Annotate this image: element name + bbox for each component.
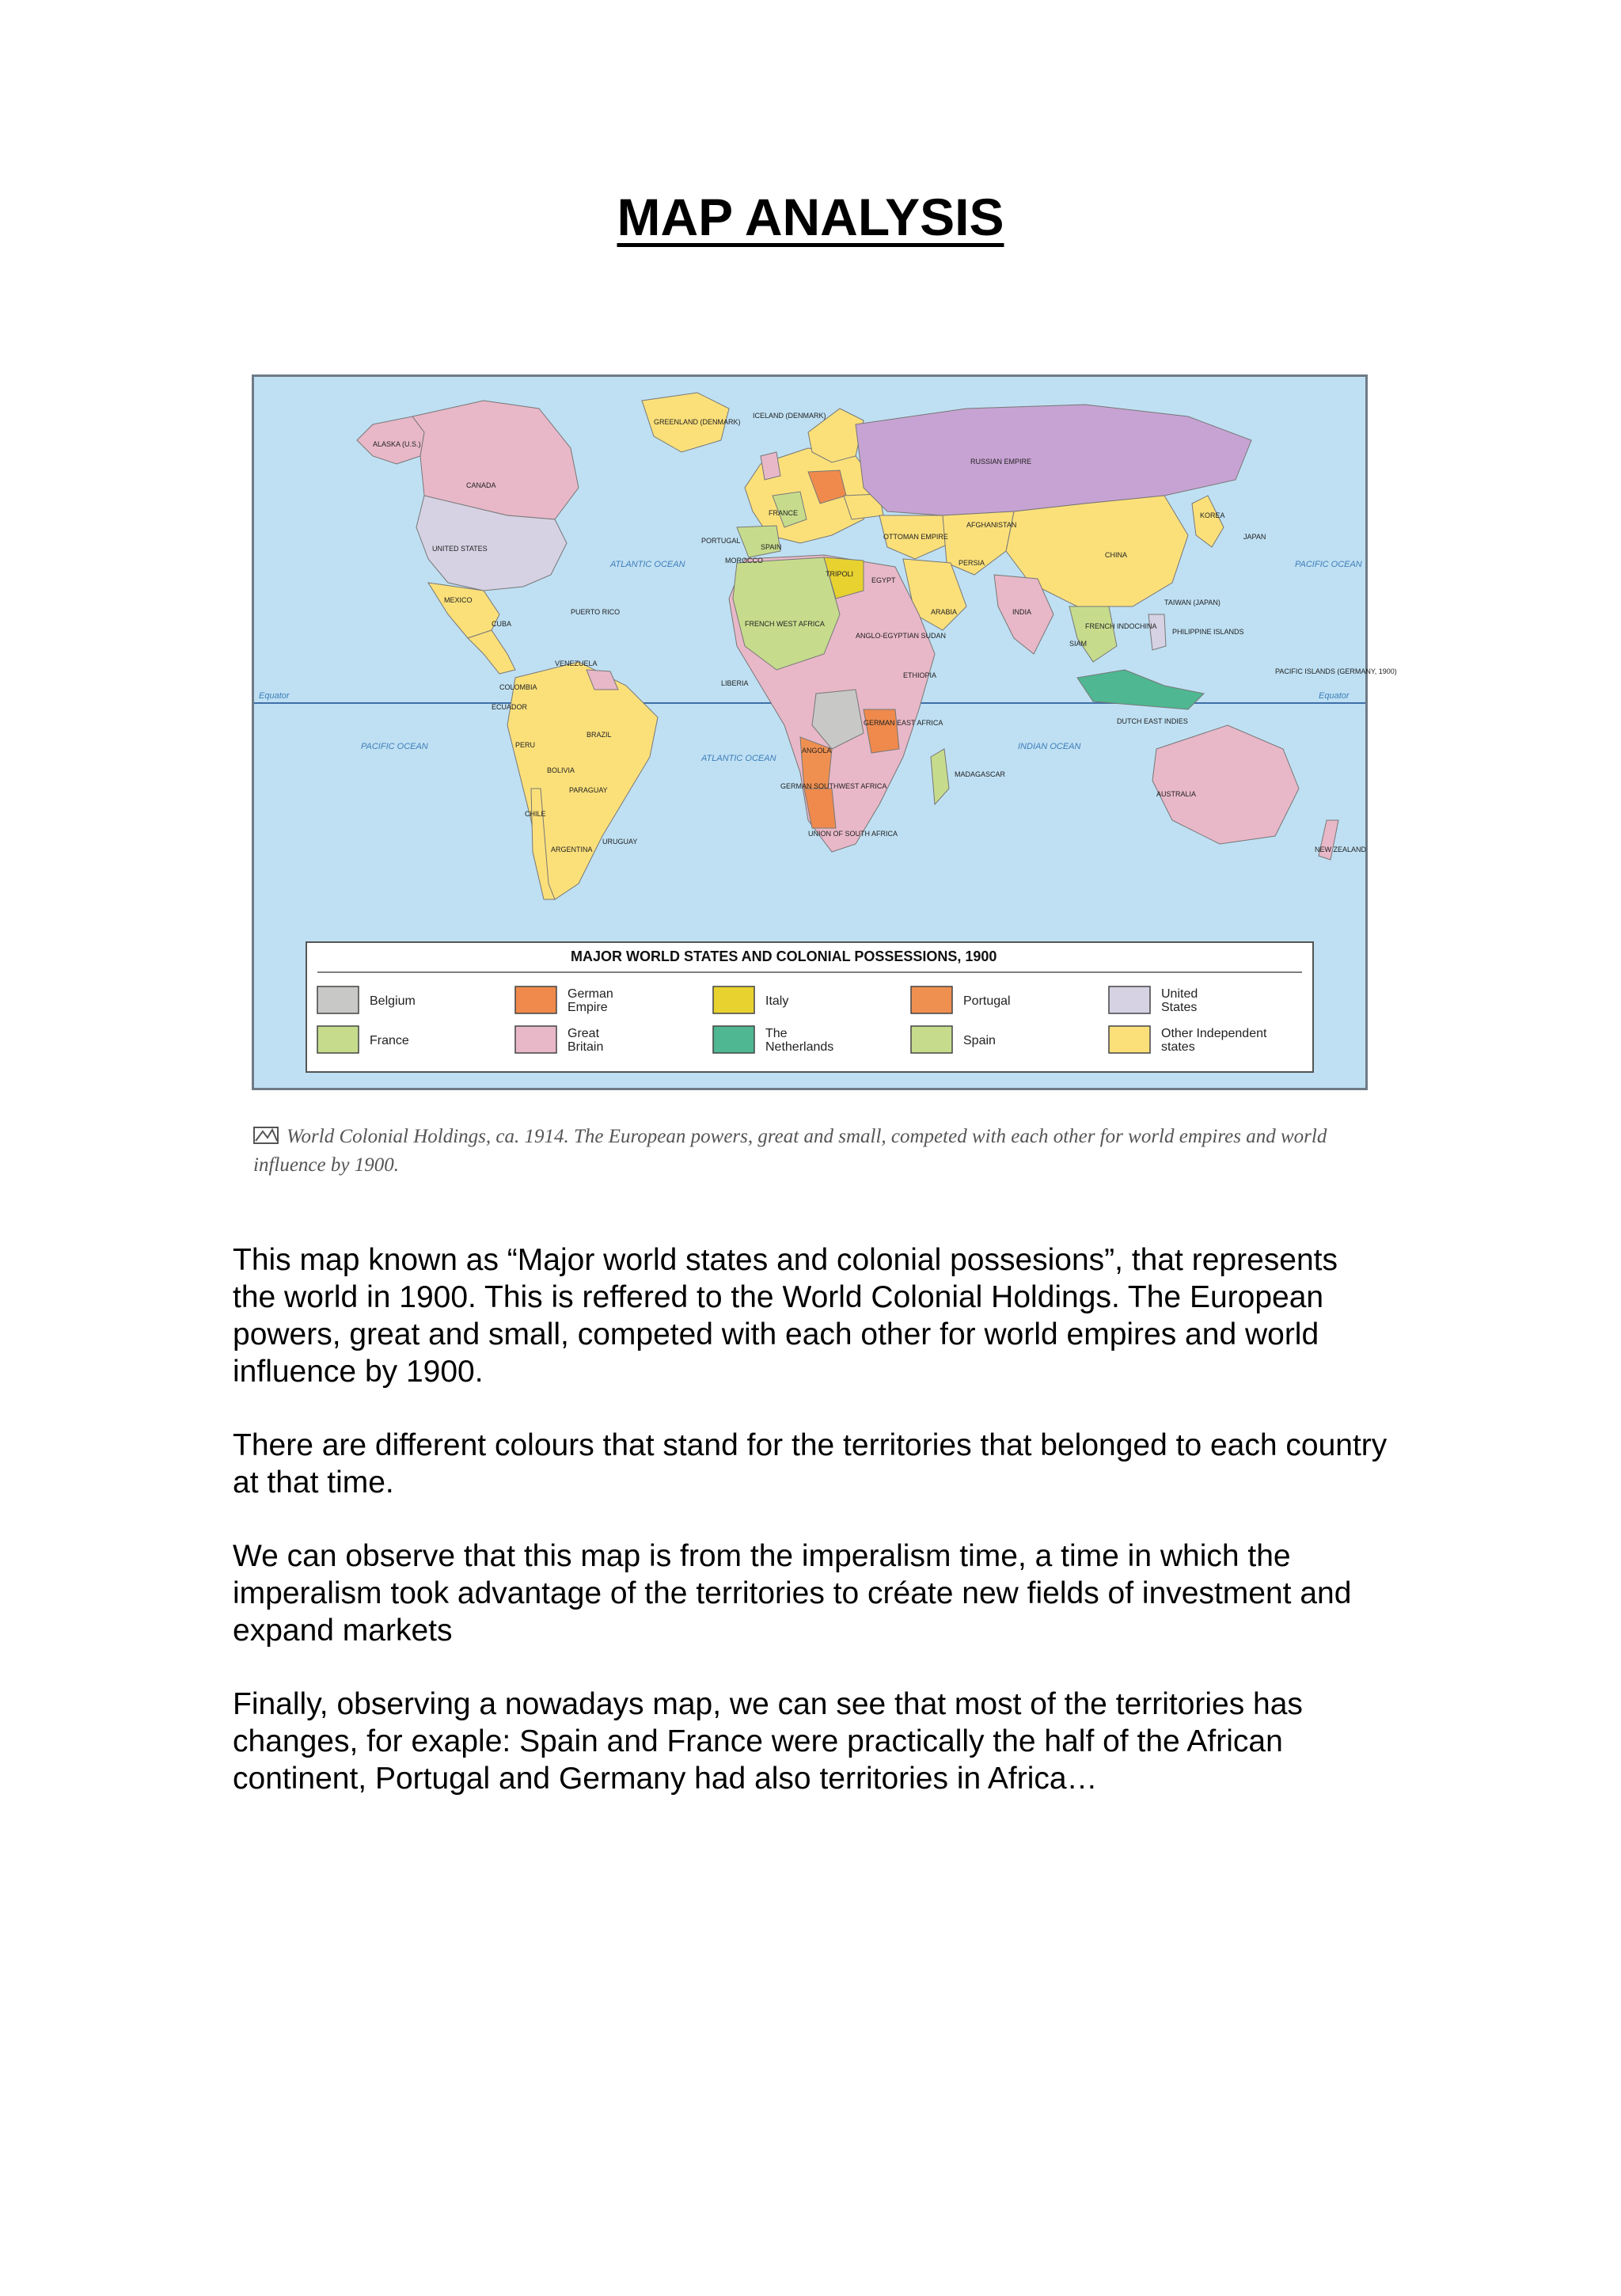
label-colombia: COLOMBIA: [499, 683, 537, 691]
label-ottoman: OTTOMAN EMPIRE: [883, 533, 948, 541]
label-taiwan: TAIWAN (JAPAN): [1164, 599, 1220, 606]
legend-swatch: [713, 986, 754, 1013]
label-new-zealand: NEW ZEALAND: [1315, 846, 1367, 853]
label-madagascar: MADAGASCAR: [955, 770, 1006, 778]
label-liberia: LIBERIA: [721, 679, 749, 687]
label-brazil: BRAZIL: [587, 731, 612, 739]
label-equator-east: Equator: [1319, 691, 1350, 701]
world-colonial-map: [252, 374, 1397, 1090]
map-caption: [253, 1123, 1377, 1180]
legend-label: United States: [1161, 987, 1198, 1014]
label-arabia: ARABIA: [931, 608, 958, 616]
legend-swatch: [1109, 1026, 1150, 1053]
label-russian-empire: RUSSIAN EMPIRE: [970, 458, 1032, 466]
legend-swatch: [1109, 986, 1150, 1013]
legend-swatch: [713, 1026, 754, 1053]
label-siam: SIAM: [1069, 640, 1088, 648]
label-union-south-africa: UNION OF SOUTH AFRICA: [808, 830, 898, 838]
great-britain-isles-shape: [761, 452, 780, 480]
label-france-country: FRANCE: [769, 509, 799, 517]
label-pacific-islands: PACIFIC ISLANDS (GERMANY, 1900): [1275, 667, 1397, 675]
legend-label: German Empire: [568, 987, 613, 1014]
label-iceland: ICELAND (DENMARK): [753, 412, 826, 420]
label-equator-west: Equator: [259, 691, 290, 701]
legend-swatch: [911, 986, 952, 1013]
label-indian-ocean: INDIAN OCEAN: [1018, 742, 1081, 751]
label-argentina: ARGENTINA: [551, 846, 593, 853]
legend-label: Great Britain: [568, 1027, 604, 1054]
legend-title: MAJOR WORLD STATES AND COLONIAL POSSESSIONS, 1900: [571, 948, 997, 964]
analysis-body: [233, 1241, 1388, 1834]
legend-label: Spain: [963, 1034, 996, 1047]
label-egypt: EGYPT: [871, 576, 896, 584]
label-french-indochina: FRENCH INDOCHINA: [1085, 622, 1157, 630]
label-persia: PERSIA: [959, 559, 985, 567]
label-german-east-africa: GERMAN EAST AFRICA: [864, 719, 943, 727]
label-mexico: MEXICO: [444, 596, 473, 604]
legend-swatch: [515, 1026, 556, 1053]
paragraph: We can observe that this map is from the imperalism time, a time in which the imperalism took advantage of the territories to créate new fields of investment and expand markets: [233, 1539, 1352, 1648]
label-spain-country: SPAIN: [761, 543, 782, 551]
label-dutch-east-indies: DUTCH EAST INDIES: [1117, 717, 1188, 725]
label-portugal-country: PORTUGAL: [701, 537, 741, 545]
label-angola: ANGOLA: [802, 747, 832, 755]
legend-swatch: [911, 1026, 952, 1053]
label-korea: KOREA: [1200, 511, 1225, 519]
legend-label: Italy: [765, 994, 789, 1008]
map-source-icon: [253, 1125, 280, 1146]
label-tripoli: TRIPOLI: [826, 570, 854, 578]
label-ecuador: ECUADOR: [492, 703, 528, 711]
legend-swatch: [317, 986, 359, 1013]
label-greenland: GREENLAND (DENMARK): [654, 418, 741, 426]
paragraph: This map known as “Major world states and colonial possesions”, that represents the world in 1900. This is reffered to the World Colonial Holdings. The European powers, great and small, competed with each other for world empires and world influence by 1900.: [233, 1243, 1338, 1389]
label-atlantic-south: ATLANTIC OCEAN: [701, 754, 776, 763]
label-australia: AUSTRALIA: [1156, 790, 1197, 798]
legend-label: Portugal: [963, 994, 1011, 1008]
label-peru: PERU: [515, 741, 536, 749]
legend-label: The Netherlands: [765, 1027, 834, 1054]
paragraph: Finally, observing a nowadays map, we can see that most of the territories has changes, for exaple: Spain and France were practically the half of the African continent, Portugal and Germany had also territories in Africa…: [233, 1687, 1303, 1796]
label-japan: JAPAN: [1243, 533, 1266, 541]
label-venezuela: VENEZUELA: [555, 660, 598, 667]
label-ethiopia: ETHIOPIA: [903, 671, 937, 679]
label-paraguay: PARAGUAY: [569, 786, 608, 794]
legend-label: France: [370, 1034, 409, 1047]
label-united-states: UNITED STATES: [432, 545, 488, 553]
label-philippine: PHILIPPINE ISLANDS: [1172, 628, 1244, 636]
label-pacific-west: PACIFIC OCEAN: [361, 742, 428, 751]
label-puerto-rico: PUERTO RICO: [571, 608, 621, 616]
label-india: INDIA: [1012, 608, 1032, 616]
label-china: CHINA: [1105, 551, 1128, 559]
label-french-west-africa: FRENCH WEST AFRICA: [745, 620, 825, 628]
page-title: MAP ANALYSIS: [617, 188, 1004, 246]
paragraph: There are different colours that stand for the territories that belonged to each country at that time.: [233, 1428, 1388, 1500]
legend-label: Other Independent states: [1161, 1027, 1267, 1054]
label-canada: CANADA: [466, 481, 496, 489]
legend-swatch: [515, 986, 556, 1013]
legend-swatch: [317, 1026, 359, 1053]
label-alaska: ALASKA (U.S.): [373, 440, 421, 448]
label-bolivia: BOLIVIA: [547, 766, 575, 774]
label-morocco: MOROCCO: [725, 557, 763, 564]
legend-label: Belgium: [370, 994, 416, 1008]
label-german-sw-africa: GERMAN SOUTHWEST AFRICA: [780, 782, 887, 790]
map-caption-text: World Colonial Holdings, ca. 1914. The European powers, great and small, competed with each other for world empires and world influence by 1900.: [253, 1126, 1327, 1176]
map-legend: [306, 942, 1313, 1072]
label-chile: CHILE: [525, 810, 546, 818]
label-uruguay: URUGUAY: [602, 838, 638, 846]
label-atlantic-north: ATLANTIC OCEAN: [610, 560, 685, 569]
label-afghanistan: AFGHANISTAN: [966, 521, 1017, 529]
label-cuba: CUBA: [492, 620, 512, 628]
label-pacific-east: PACIFIC OCEAN: [1295, 560, 1362, 569]
label-anglo-egyptian-sudan: ANGLO-EGYPTIAN SUDAN: [856, 632, 947, 640]
